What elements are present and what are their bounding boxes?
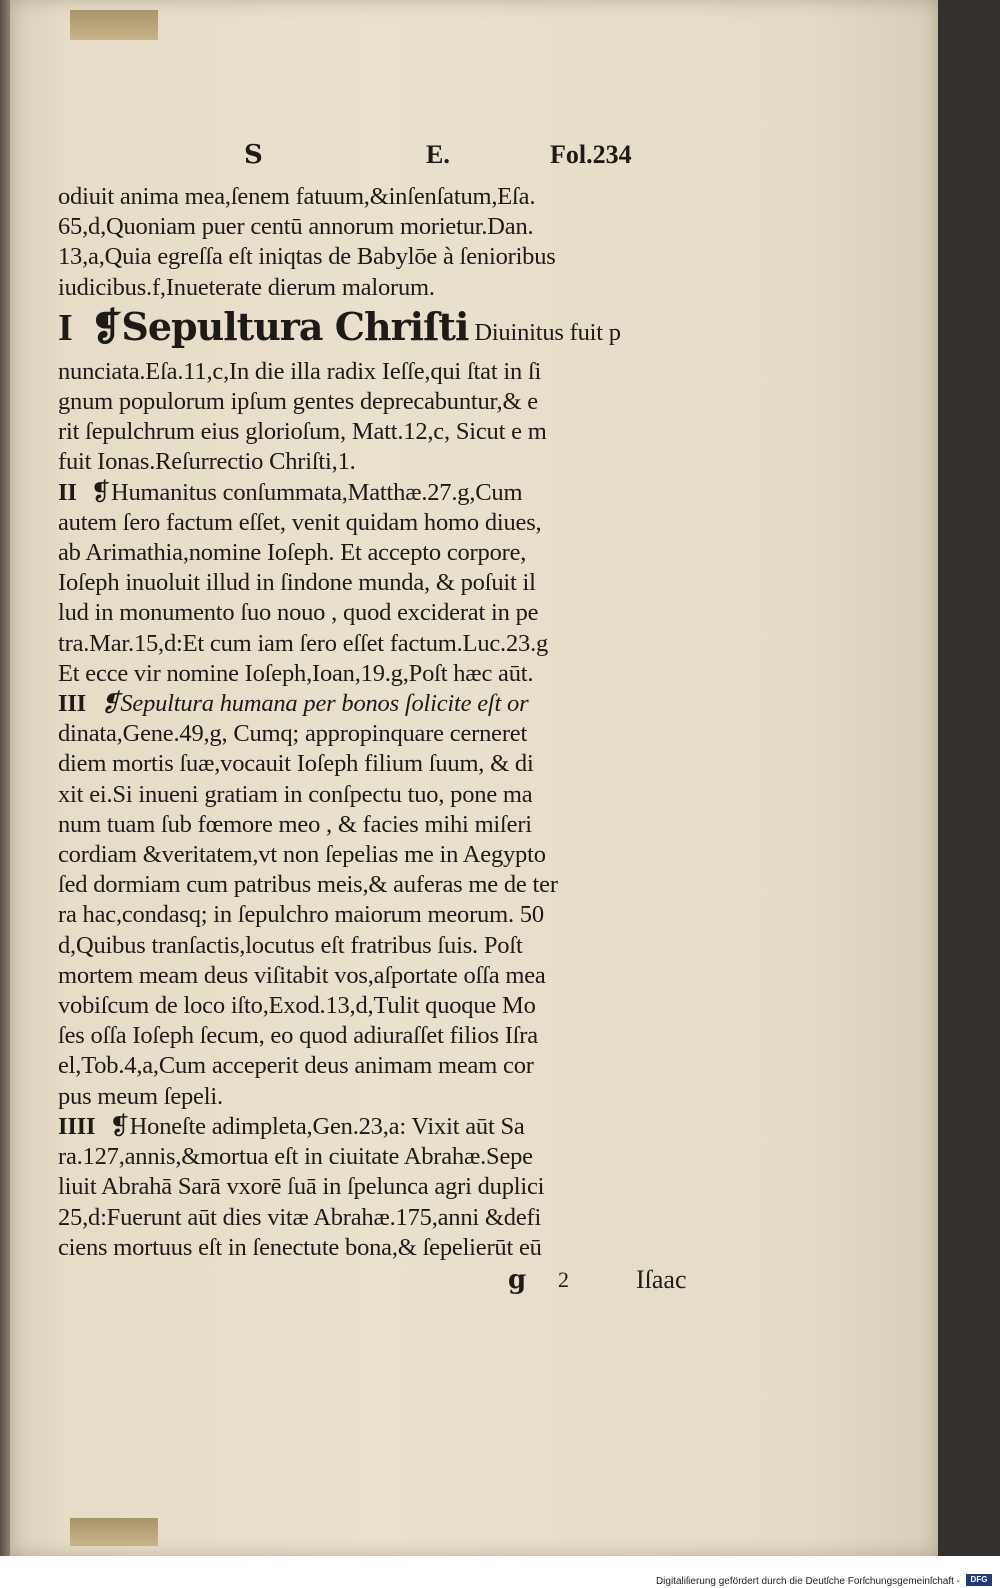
section-lead: ❡Honeſte adimpleta,Gen.23,a: Vixit aūt Sa (109, 1112, 525, 1140)
running-head-left: S (244, 140, 263, 170)
text-line: cordiam &veritatem,vt non ſepelias me in Aegypto (58, 841, 546, 869)
section-number: III (58, 690, 87, 718)
bookmark-tab-top (70, 10, 158, 40)
section-heading-rest: Diuinitus fuit p (468, 318, 621, 346)
text-line: diem mortis ſuæ,vocauit Ioſeph filium ſuum, & di (58, 750, 534, 778)
section-number: II (58, 478, 77, 506)
text-line: 25,d:Fuerunt aūt dies vitæ Abrahæ.175,anni &defi (58, 1203, 542, 1231)
text-line: ſes oſſa Ioſeph ſecum, eo quod adiuraſſet filios Iſra (58, 1022, 538, 1050)
text-line: ra hac,condasq; in ſepulchro maiorum meorum. 50 (58, 901, 544, 929)
text-line: vobiſcum de loco iſto,Exod.13,d,Tulit quoque Mo (58, 992, 536, 1020)
text-line: odiuit anima mea,ſenem fatuum,&inſenſatum,Eſa. (58, 183, 536, 210)
signature-number: 2 (558, 1266, 569, 1292)
text-line: el,Tob.4,a,Cum acceperit deus animam meam cor (58, 1052, 534, 1080)
text-line: nunciata.Eſa.11,c,In die illa radix Ieſſe,qui ſtat in ſi (58, 357, 542, 385)
text-line: pus meum ſepeli. (58, 1082, 223, 1110)
folio-number: Fol.234 (550, 140, 632, 169)
text-line: num tuam ſub fœmore meo , & facies mihi miſeri (58, 810, 532, 838)
text-line: ciens mortuus eſt in ſenectute bona,& ſepelierūt eū (58, 1233, 542, 1261)
text-line: dinata,Gene.49,g, Cumq; appropinquare cerneret (58, 720, 528, 748)
section-lead-line (58, 689, 728, 719)
catchword: Iſaac (636, 1264, 687, 1294)
text-line: fuit Ionas.Reſurrectio Chriſti,1. (58, 448, 356, 476)
signature-mark: g (508, 1264, 527, 1295)
text-line: d,Quibus tranſactis,locutus eſt fratribus ſuis. Poſt (58, 931, 523, 959)
section-heading-line (58, 303, 728, 357)
section-lead-line (58, 1112, 728, 1142)
text-line: iudicibus.f,Inueterate dierum malorum. (58, 273, 435, 301)
section-number: I (58, 306, 73, 349)
binding-edge (0, 0, 10, 1556)
running-head (58, 140, 728, 180)
text-line: liuit Abrahā Sarā vxorē ſuā in ſpelunca agri duplici (58, 1173, 545, 1201)
section-lead: ❡Sepultura humana per bonos ſolicite eſt or (100, 690, 529, 718)
text-line: lud in monumento ſuo nouo , quod exciderat in pe (58, 599, 539, 627)
text-line: gnum populorum ipſum gentes deprecabuntur,& e (58, 388, 538, 416)
section-lead: ❡Humanitus conſummata,Matthæ.27.g,Cum (90, 478, 523, 506)
section-lead-line (58, 478, 728, 508)
catchline (58, 1265, 728, 1299)
text-line: ab Arimathia,nomine Ioſeph. Et accepto corpore, (58, 539, 527, 567)
section-number: IIII (58, 1112, 96, 1140)
text-line: Et ecce vir nomine Ioſeph,Ioan,19.g,Poſt hæc aūt. (58, 659, 534, 687)
text-line: 65,d,Quoniam puer centū annorum morietur.Dan. (58, 213, 534, 241)
text-line: rit ſepulchrum eius glorioſum, Matt.12,c, Sicut e m (58, 418, 547, 446)
text-line: ſed dormiam cum patribus meis,& auferas me de ter (58, 871, 558, 899)
text-line: ra.127,annis,&mortua eſt in ciuitate Abrahæ.Sepe (58, 1143, 533, 1171)
page-text (58, 140, 728, 1299)
footer-credit: Digitaliſierung gefördert durch die Deutſche Forſchungsgemeinſchaft - (655, 1576, 960, 1587)
dfg-logo: DFG (966, 1574, 992, 1586)
text-line: tra.Mar.15,d:Et cum iam ſero eſſet factum.Luc.23.g (58, 629, 549, 657)
text-line: Ioſeph inuoluit illud in ſindone munda, & poſuit il (58, 569, 536, 597)
text-line: xit ei.Si inueni gratiam in conſpectu tuo, pone ma (58, 780, 533, 808)
text-line: autem ſero factum eſſet, venit quidam homo diues, (58, 508, 542, 536)
text-line: mortem meam deus viſitabit vos,aſportate oſſa mea (58, 961, 546, 989)
bookmark-tab-bottom (70, 1518, 158, 1546)
text-line: 13,a,Quia egreſſa eſt iniqtas de Babylōe à ſenioribus (58, 243, 556, 271)
running-head-center: E. (426, 140, 450, 169)
section-heading: ❡Sepultura Chriſti (90, 303, 469, 349)
